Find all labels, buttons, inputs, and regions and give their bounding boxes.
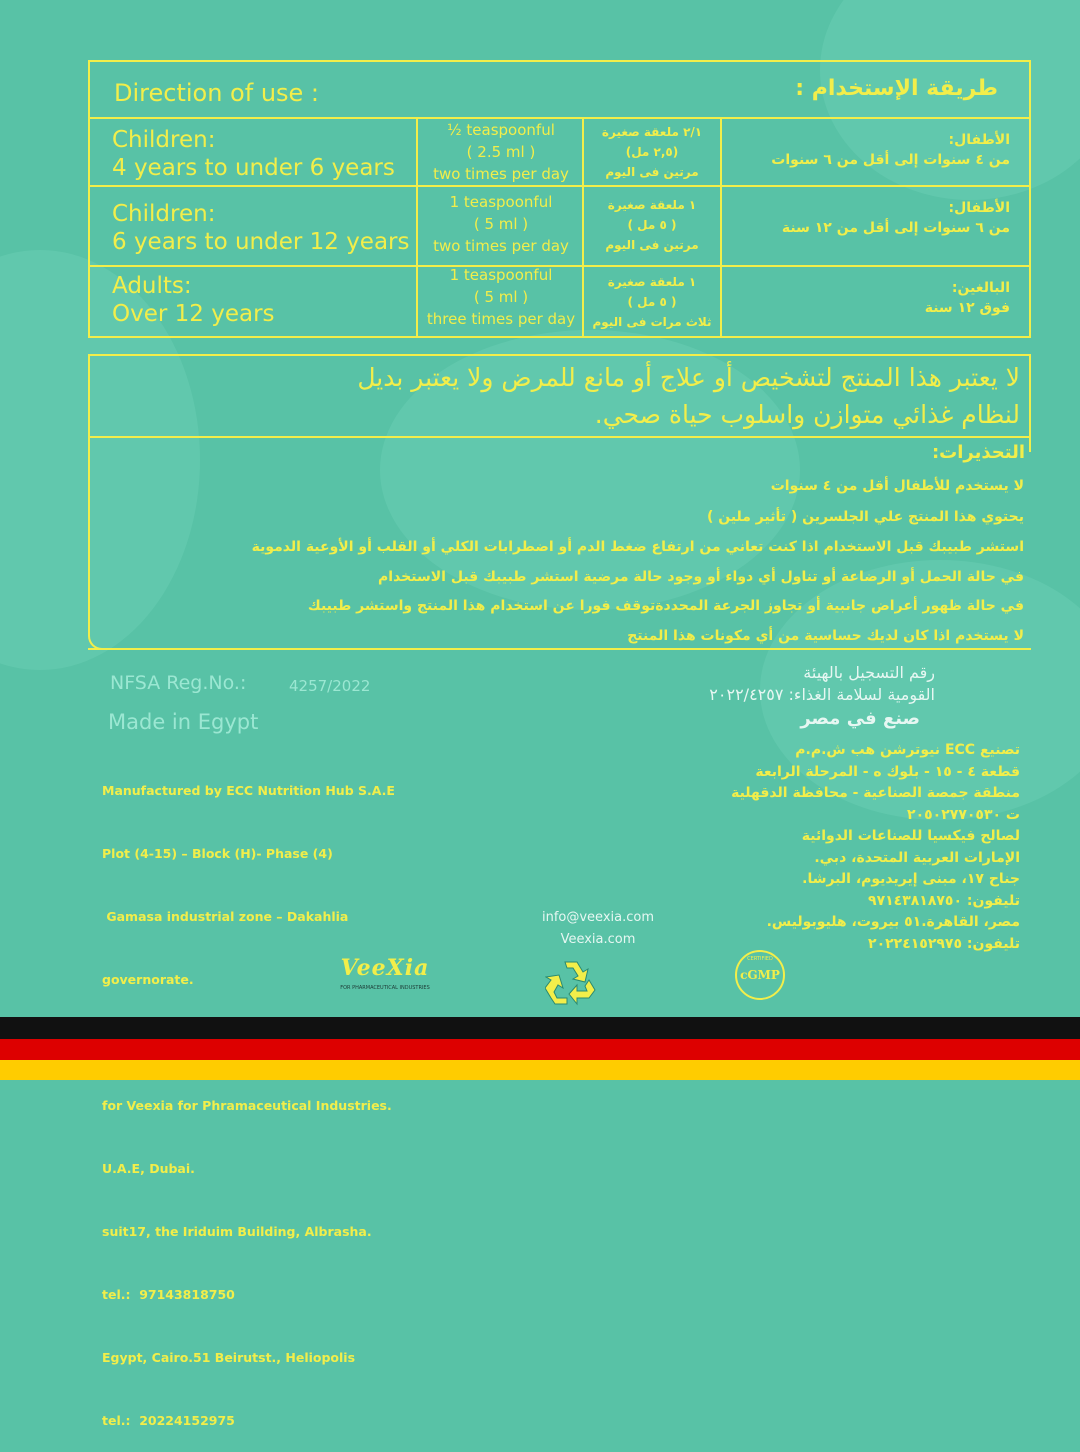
registration-number-en: 4257/2022: [289, 677, 371, 695]
disclaimer-text: لا يعتبر هذا المنتج لتشخيص أو علاج أو مانع للمرض ولا يعتبر بديل لنظام غذائي متوازن واسلوب حياة صحي.: [357, 363, 1020, 429]
table-divider: [88, 185, 1031, 187]
registration-number-ar: القومية لسلامة الغذاء: ٢٠٢٢/٤٢٥٧: [709, 685, 935, 704]
table-row-dose-en: 1 teaspoonful ( 5 ml ) two times per day: [433, 193, 569, 255]
caution-item: في حالة الحمل أو الرضاعة أو تناول أي دواء أو وجود حالة مرضية استشر طبيبك قبل الاستخدام: [378, 569, 1024, 585]
flag-stripe-gold: [0, 1060, 1080, 1080]
table-divider: [416, 117, 418, 338]
caution-box-edge: [88, 648, 408, 650]
caution-item: يحتوي هذا المنتج علي الجلسرين ( تأثير ملين ): [706, 509, 1024, 525]
table-row-group-ar: الأطفال: من ٤ سنوات إلى أقل من ٦ سنوات: [771, 132, 1010, 168]
registration-label-en: NFSA Reg.No.:: [110, 672, 247, 694]
caution-box-edge: [1029, 438, 1031, 452]
table-row-group-en: Children: 6 years to under 12 years: [112, 201, 410, 255]
veexia-logo: VeeXia FOR PHARMACEUTICAL INDUSTRIES: [340, 955, 430, 991]
table-divider: [720, 117, 722, 338]
gmp-certified-badge: CERTIFIED cGMP: [735, 950, 785, 1000]
caution-item: في حالة ظهور أعراض جانبية أو تجاوز الجرعة المحددةتوقف فورا عن استخدام هذا المنتج واستشر طبيبك: [307, 598, 1024, 614]
directions-title-en: Direction of use :: [114, 79, 320, 107]
table-row-dose-ar: ٢/١ ملعقة صغيرة (٢,٥ مل) مرتين فى اليوم: [601, 125, 703, 179]
manufacturer-en: Manufactured by ECC Nutrition Hub S.A.E Plot (4-15) – Block (H)- Phase (4) Gamasa industrial zone – Dakahlia governorate. for Veexia for Phramaceutical Industries. U.A.E, Dubai. suit17, the Iriduim Building, Albrasha. tel.: 97143818750 Egypt, Cairo.51 Beirutst., Heliopolis tel.: 20224152975: [102, 783, 395, 1428]
table-row-dose-en: ½ teaspoonful ( 2.5 ml ) two times per day: [433, 121, 569, 183]
flag-stripe-black: [0, 1017, 1080, 1039]
table-row-group-ar: البالغين: فوق ١٢ سنة: [924, 280, 1010, 316]
recycle-icon: [545, 958, 597, 1006]
table-row-dose-ar: ١ ملعقة صغيرة ( ٥ مل ) ثلاث مرات فى اليوم: [592, 275, 712, 329]
contact-email: info@veexia.com: [541, 910, 654, 925]
made-in-en: Made in Egypt: [108, 710, 259, 734]
table-row-group-ar: الأطفال: من ٦ سنوات إلى أقل من ١٢ سنة: [781, 200, 1010, 236]
caution-item: لا يستخدم اذا كان لديك حساسية من أي مكونات هذا المنتج: [627, 628, 1024, 644]
table-row-dose-en: 1 teaspoonful ( 5 ml ) three times per day: [426, 266, 576, 328]
made-in-ar: صنع في مصر: [800, 708, 920, 729]
table-divider: [582, 117, 584, 338]
table-row-dose-ar: ١ ملعقة صغيرة ( ٥ مل ) مرتين فى اليوم: [605, 198, 699, 252]
directions-title-ar: طريقة الإستخدام :: [795, 76, 998, 101]
contact-website: Veexia.com: [560, 932, 636, 947]
caution-item: استشر طبيبك قبل الاستخدام اذا كنت تعاني من ارتفاع ضغط الدم أو اضطرابات الكلي أو القلب أو الأوعية الدموية: [251, 539, 1024, 555]
manufacturer-ar: تصنيع ECC نيوترشن هب ش.م.م قطعة ٤ - ١٥ - بلوك ه - المرحلة الرابعة منطقة جمصة الصناعية - محافظة الدقهلية ت ٢٠٥٠٢٧٧٠٥٣٠ لصالح فيكسيا للصناعات الدوائية الإمارات العربية المتحدة، دبي. جناح ١٧، مبنى إيريديوم، البرشا. تليفون: ٩٧١٤٣٨١٨٧٥٠ مصر، القاهرة.٥١ بيروت، هليوبوليس. تليفون: ٢٠٢٢٤١٥٢٩٧٥: [731, 742, 1020, 952]
caution-item: لا يستخدم للأطفال أقل من ٤ سنوات: [770, 478, 1024, 494]
caution-title: التحذيرات:: [931, 442, 1025, 463]
flag-stripe-red: [0, 1039, 1080, 1060]
table-row-group-en: Children: 4 years to under 6 years: [112, 127, 395, 181]
table-row-group-en: Adults: Over 12 years: [112, 273, 275, 327]
registration-label-ar: رقم التسجيل بالهيئة: [803, 663, 935, 682]
